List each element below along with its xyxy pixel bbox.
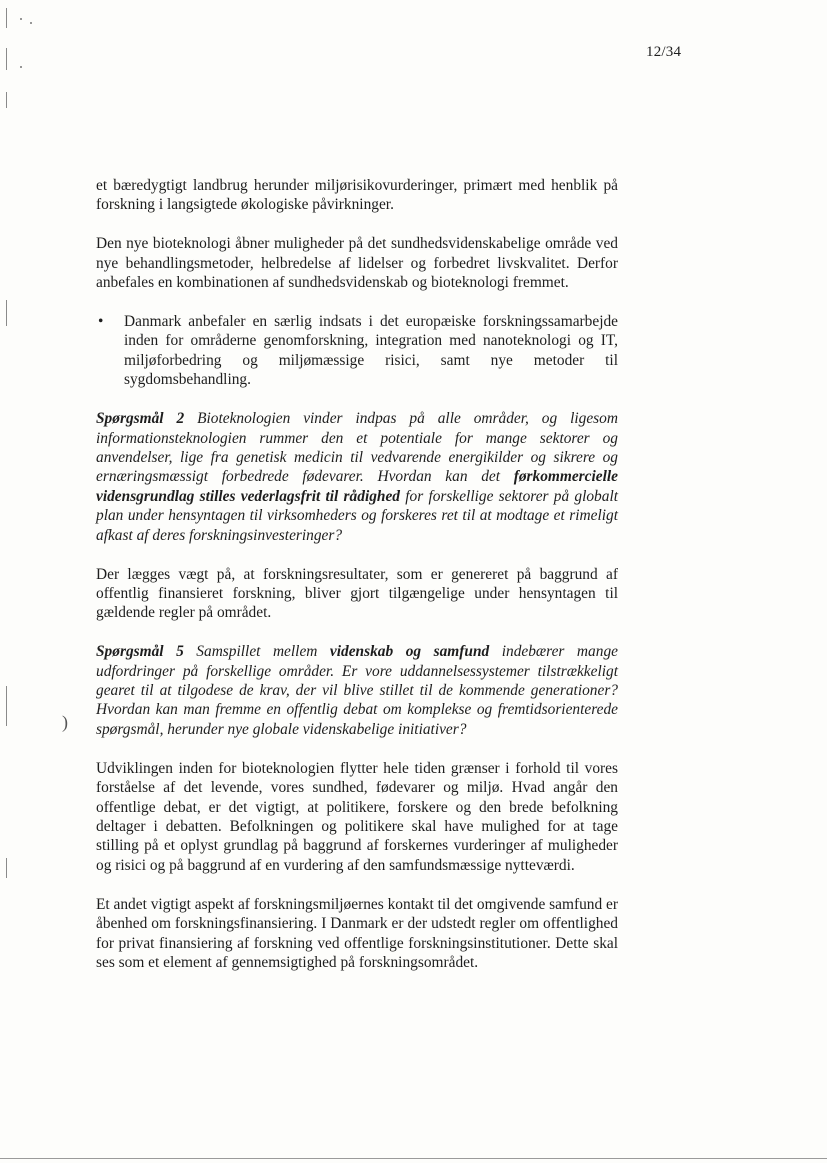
question-emphasis: videnskab og samfund [329,643,490,661]
answer-2: Der lægges vægt på, at forskningsresultater, som er genereret på baggrund af offentlig finansieret forskning, bliver gjort tilgængelige under hensyntagen til gældende regler på området. [96,565,618,622]
bullet-text: Danmark anbefaler en særlig indsats i det europæiske forskningssamarbejde inden for områderne genomforskning, integration med nanoteknologi og IT, miljøforbedring og miljømæssige risici, samt nye metoder til sygdomsbehandling. [124,313,618,389]
answer-5-paragraph: Et andet vigtigt aspekt af forskningsmiljøernes kontakt til det omgivende samfund er åbenhed om forskningsfinansiering. I Danmark er der udstedt regler om offentlighed for privat finansiering af forskning ved offentlige forskningsinstitutioner. Dette skal ses som et element af gennemsigtighed på forskningsområdet. [96,895,618,971]
scan-edge-mark [6,92,7,108]
paragraph: et bæredygtigt landbrug herunder miljørisikovurderinger, primært med henblik på forskning i langsigtede økologiske påvirkninger. [96,177,618,214]
scan-edge-mark [6,858,7,878]
scan-edge-mark [6,686,7,726]
question-emphasis: førkommercielle vidensgrundlag stilles vederlagsfrit til rådighed [96,468,618,505]
bullet-icon: • [98,313,104,331]
scan-speck [20,18,22,20]
answer-5-paragraph: Udviklingen inden for bioteknologien flytter hele tiden grænser i forhold til vores forståelse af det levende, vores sundhed, fødevarer og miljø. Hvad angår den offentlige debat, er det vigtigt, at politikere, forskere og den brede befolkning deltager i debatten. Befolkningen og politikere skal have mulighed for at tage stilling på et oplyst grundlag på baggrund af forskernes vurderinger af muligheder og risici og på baggrund af en vurdering af den samfundsmæssige nytteværdi. [96,759,618,874]
page-bottom-edge [0,1158,827,1159]
question-2 [96,409,618,545]
bullet-item [96,312,618,390]
question-label: Spørgsmål 2 [96,410,185,428]
page-body [96,176,618,992]
page-number: 12/34 [646,44,682,60]
question-label: Spørgsmål 5 [96,643,184,661]
question-5 [96,642,618,739]
scan-edge-mark [6,300,7,326]
scan-bracket-mark: ) [62,712,68,732]
question-text: indebærer mange udfordringer på forskellige områder. Er vore uddannelsessystemer tilstrækkeligt gearet til at tilgodese de krav, der vil blive stillet til de kommende generationer? Hvordan kan man fremme en offentlig debat om komplekse og fremtidsorienterede spørgsmål, herunder nye globale videnskabelige initiativer? [96,643,618,738]
question-text: Samspillet mellem [183,643,330,661]
question-text: for forskellige sektorer på globalt plan under hensyntagen til virksomheders og forskeres ret til at modtage et rimeligt afkast af deres forskningsinvesteringer? [96,487,618,544]
scan-speck [20,66,22,68]
question-text: Bioteknologien vinder indpas på alle områder, og ligesom informationsteknologien rummer den et potentiale for mange sektorer og anvendelser, lige fra genetisk medicin til vedvarende energikilder og sikrere og ernæringsmæssigt forbedrede fødevarer. Hvordan kan det [96,410,618,486]
scan-edge-mark [6,8,7,28]
scan-speck [30,22,32,24]
paragraph: Den nye bioteknologi åbner muligheder på det sundhedsvidenskabelige område ved nye behandlingsmetoder, helbredelse af lidelser og forbedret livskvalitet. Derfor anbefales en kombinationen af sundhedsvidenskab og bioteknologi fremmet. [96,235,618,292]
scan-edge-mark [6,48,7,70]
